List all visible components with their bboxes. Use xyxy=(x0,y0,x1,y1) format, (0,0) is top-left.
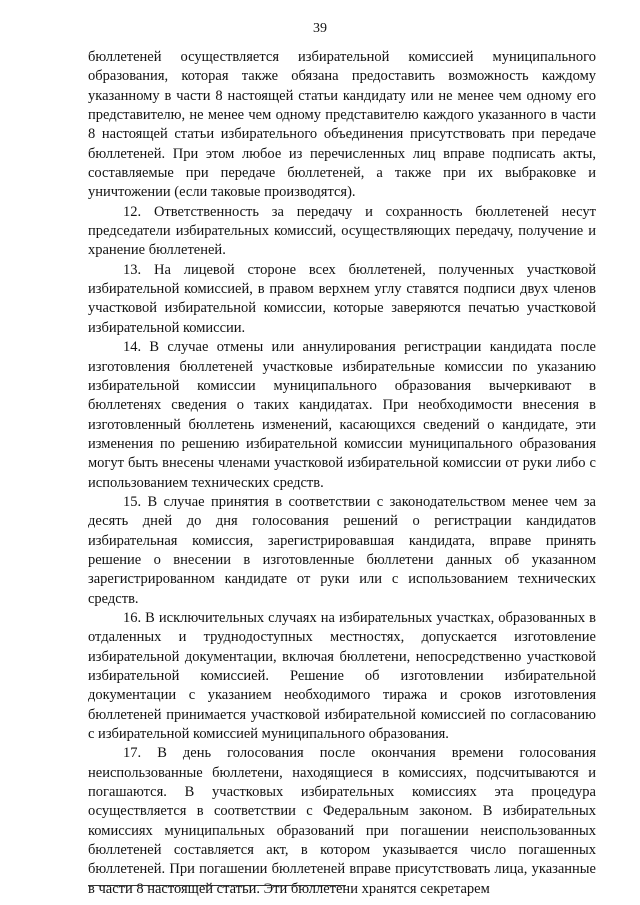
document-body xyxy=(88,48,596,899)
paragraph-17: 17. В день голосования после окончания времени голосования неиспользованные бюллетени, находящиеся в комиссиях, подсчитываются и погашаются. В участковых избирательных комиссиях эта процедура осуществляется в соответствии с Федеральным законом. В избирательных комиссиях муниципальных образований при погашении неиспользованных бюллетеней составляется акт, в котором указывается число погашенных бюллетеней. При погашении бюллетеней вправе присутствовать лица, указанные в части 8 настоящей статьи. Эти бюллетени хранятся секретарем xyxy=(88,745,596,897)
paragraph-16: 16. В исключительных случаях на избирательных участках, образованных в отдаленных и труднодоступных местностях, допускается изготовление избирательной документации, включая бюллетени, непосредственно участковой избирательной комиссией. Решение об изготовлении избирательной документации с указанием необходимого тиража и сроков изготовления бюллетеней принимается участковой избирательной комиссией по согласованию с избирательной комиссией муниципального образования. xyxy=(88,609,596,743)
paragraph-14: 14. В случае отмены или аннулирования регистрации кандидата после изготовления бюллетеней участковые избирательные комиссии по указанию избирательной комиссии муниципального образования вычеркивают в бюллетенях сведения о таких кандидатах. При необходимости внесения в изготовленный бюллетень изменений, касающихся сведений о кандидате, эти изменения по решению избирательной комиссии муниципального образования могут быть внесены членами участковой избирательной комиссии от руки либо с использованием технических средств. xyxy=(88,339,596,491)
paragraph-15: 15. В случае принятия в соответствии с законодательством менее чем за десять дней до дня голосования решений о регистрации кандидатов избирательная комиссия, зарегистрировавшая кандидата, вправе принять решение о внесении в изготовленные бюллетени данных об указанном зарегистрированном кандидате от руки или с использованием технических средств. xyxy=(88,493,596,607)
page-number: 39 xyxy=(313,21,327,36)
paragraph-13: 13. На лицевой стороне всех бюллетеней, полученных участковой избирательной комиссией, в правом верхнем углу ставятся подписи двух членов участковой избирательной комиссии, которые заверяются печатью участковой избирательной комиссии. xyxy=(88,261,596,336)
paragraph-12: 12. Ответственность за передачу и сохранность бюллетеней несут председатели избирательных комиссий, осуществляющих передачу, получение и хранение бюллетеней. xyxy=(88,203,596,259)
paragraph-continuation: бюллетеней осуществляется избирательной комиссией муниципального образования, которая также обязана предоставить возможность каждому указанному в части 8 настоящей статьи кандидату или не менее чем одному его представителю, не менее чем одному представителю каждого указанного в части 8 настоящей статьи избирательного объединения присутствовать при передаче бюллетеней. При этом любое из перечисленных лиц вправе подписать акты, составляемые при передаче бюллетеней, а также при их выбраковке и уничтожении (если таковые производятся). xyxy=(88,49,596,201)
footnote-divider xyxy=(88,885,346,886)
